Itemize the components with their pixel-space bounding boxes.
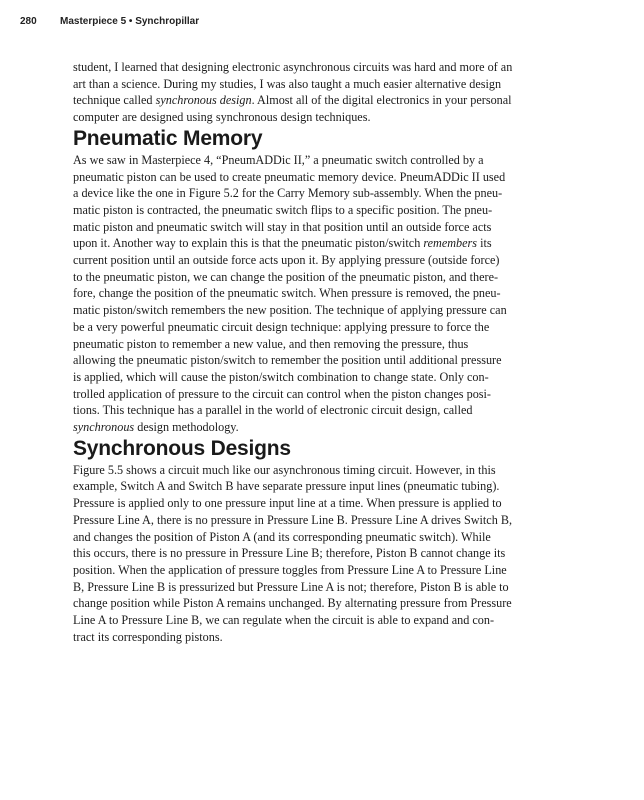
text-line: Pressure Line A, there is no pressure in Pressure Line B. Pressure Line A drives Switch B, xyxy=(73,512,513,527)
text-line: student, I learned that designing electronic asynchronous circuits was hard and more of an xyxy=(73,60,513,74)
text-line: matic piston/switch remembers the new position. The technique of applying pressure can xyxy=(73,303,507,318)
text-run: . Almost all of the digital electronics in your personal xyxy=(251,93,512,108)
text-line: tions. This technique has a parallel in the world of electronic circuit design, called xyxy=(73,403,473,418)
text-line: matic piston and pneumatic switch will stay in that position until an outside force acts xyxy=(73,219,492,234)
text-line: a device like the one in Figure 5.2 for the Carry Memory sub-assembly. When the pneu- xyxy=(73,186,503,201)
text-line: current position until an outside force acts upon it. By applying pressure (outside force) xyxy=(73,253,500,268)
text-line: Figure 5.5 shows a circuit much like our asynchronous timing circuit. However, in this xyxy=(73,462,496,477)
text-line xyxy=(73,419,565,436)
text-line: to the pneumatic piston, we can change the position of the pneumatic piston, and there- xyxy=(73,269,499,284)
text-line: art than a science. During my studies, I was also taught a much easier alternative design xyxy=(73,76,502,91)
text-line: position. When the application of pressure toggles from Pressure Line A to Pressure Line xyxy=(73,562,507,577)
text-line: matic piston is contracted, the pneumatic switch flips to a specific position. The pneu- xyxy=(73,202,493,217)
text-line: allowing the pneumatic piston/switch to remember the position until additional pressure xyxy=(73,353,502,368)
text-line xyxy=(73,92,565,109)
text-line: tract its corresponding pistons. xyxy=(73,629,223,644)
text-line: pneumatic piston can be used to create pneumatic memory device. PneumADDic II used xyxy=(73,169,506,184)
text-run: its xyxy=(477,236,492,251)
text-line: B, Pressure Line B is pressurized but Pressure Line A is not; therefore, Piston B is able to xyxy=(73,579,509,594)
text-line: this occurs, there is no pressure in Pressure Line B; therefore, Piston B cannot change its xyxy=(73,546,506,561)
text-line: trolled application of pressure to the circuit can control when the piston changes posi- xyxy=(73,386,491,401)
page-content xyxy=(73,59,565,646)
text-line: is applied, which will cause the piston/switch combination to change state. Only con- xyxy=(73,369,489,384)
text-line: Pressure is applied only to one pressure input line at a time. When pressure is applied to xyxy=(73,496,502,511)
text-line: computer are designed using synchronous design techniques. xyxy=(73,110,371,125)
text-line: and changes the position of Piston A (and its corresponding pneumatic switch). While xyxy=(73,529,491,544)
text-line: example, Switch A and Switch B have separate pressure input lines (pneumatic tubing). xyxy=(73,479,500,494)
text-run: technique called xyxy=(73,93,156,108)
page-number: 280 xyxy=(20,16,37,27)
chapter-title: Masterpiece 5 • Synchropillar xyxy=(60,16,200,27)
heading-synchronous-designs: Synchronous Designs xyxy=(73,436,291,460)
text-line: As we saw in Masterpiece 4, “PneumADDic II,” a pneumatic switch controlled by a xyxy=(73,152,484,167)
heading-pneumatic-memory: Pneumatic Memory xyxy=(73,126,263,150)
text-line: pneumatic piston to remember a new value, and then removing the pressure, thus xyxy=(73,336,469,351)
text-line xyxy=(73,235,565,252)
text-run: upon it. Another way to explain this is that the pneumatic piston/switch xyxy=(73,236,424,251)
text-line: fore, change the position of the pneumatic switch. When pressure is removed, the pneu- xyxy=(73,286,501,301)
text-line: be a very powerful pneumatic circuit design technique: applying pressure to force the xyxy=(73,319,490,334)
emphasis-term: synchronous xyxy=(73,420,135,435)
emphasis-term: synchronous design xyxy=(155,93,252,108)
intro-paragraph xyxy=(73,59,565,126)
pneumatic-memory-paragraph xyxy=(73,152,565,436)
synchronous-designs-paragraph xyxy=(73,462,565,646)
text-run: design methodology. xyxy=(134,420,239,435)
running-head xyxy=(20,16,420,27)
text-line: Line A to Pressure Line B, we can regulate when the circuit is able to expand and con- xyxy=(73,613,495,628)
text-line: change position while Piston A remains unchanged. By alternating pressure from Pressure xyxy=(73,596,512,611)
emphasis-term: remembers xyxy=(423,236,478,251)
